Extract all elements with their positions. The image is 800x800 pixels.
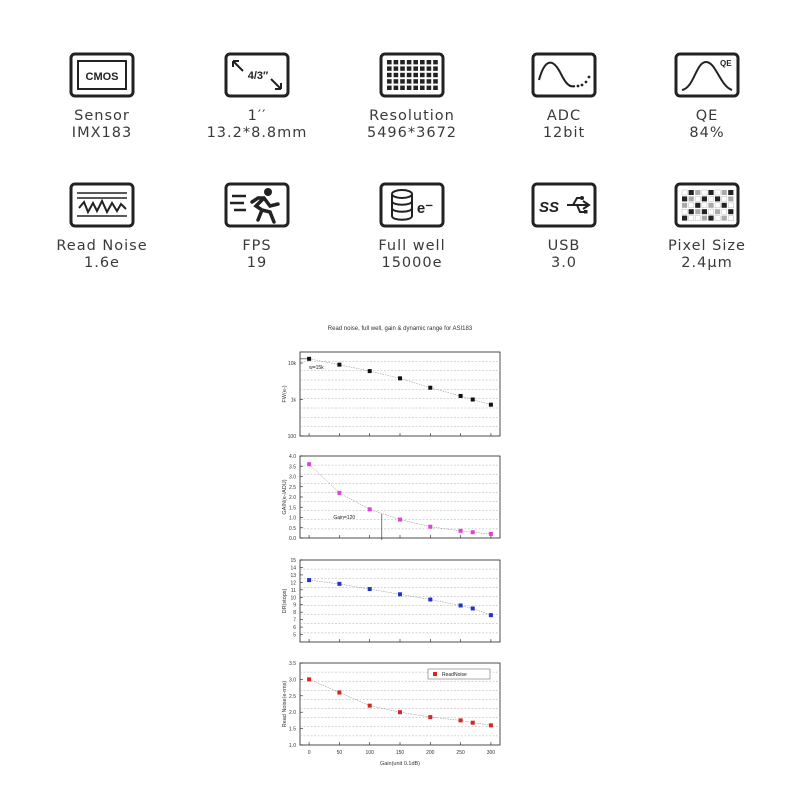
y-axis-label: Read Noise(e-rms) (282, 680, 288, 728)
y-tick-label: 3.5 (289, 661, 296, 667)
data-point (337, 691, 341, 695)
spec-label: USB (547, 238, 581, 254)
y-tick-label: 10 (290, 595, 296, 602)
y-tick-label: 10k (287, 360, 296, 367)
y-tick-label: 2.5 (289, 693, 296, 700)
data-point (307, 578, 311, 582)
panel-2 (282, 454, 500, 542)
spec-label: Resolution (369, 108, 455, 124)
spec-label: QE (695, 108, 719, 124)
spec-label: Pixel Size (668, 238, 746, 254)
data-point (489, 403, 493, 407)
svg-text:SS: SS (539, 199, 560, 216)
spec-value: 1.6e (84, 255, 120, 271)
data-point (337, 363, 341, 367)
y-tick-label: 13 (290, 572, 296, 579)
svg-text:QE: QE (720, 59, 732, 68)
y-tick-label: 9 (293, 602, 296, 609)
y-tick-label: 6 (293, 625, 296, 632)
data-point (459, 529, 463, 533)
data-point (337, 491, 341, 495)
x-tick-label: 100 (365, 750, 374, 756)
spec-value: 15000e (381, 255, 443, 271)
y-tick-label: 3.5 (289, 464, 296, 471)
x-tick-label: 50 (336, 750, 343, 756)
data-point (368, 507, 372, 511)
spec-label: FPS (242, 238, 272, 254)
y-tick-label: 1k (290, 397, 296, 404)
svg-text:CMOS: CMOS (85, 71, 119, 83)
y-axis-label: DR(stops) (282, 588, 288, 614)
svg-text:e⁻: e⁻ (416, 200, 434, 217)
y-tick-label: 2.0 (289, 495, 296, 501)
panel-3 (282, 558, 500, 642)
data-point (398, 376, 402, 380)
y-tick-label: 1.0 (289, 743, 296, 749)
y-tick-label: 1.5 (289, 726, 296, 733)
y-tick-label: 2.0 (289, 710, 296, 717)
data-point (368, 369, 372, 373)
y-tick-label: 1.5 (289, 505, 296, 512)
y-tick-label: 15 (290, 558, 296, 564)
data-point (489, 613, 493, 617)
spec-value: 2.4μm (681, 255, 733, 271)
y-tick-label: 5 (293, 632, 296, 639)
panel-frame (300, 352, 500, 436)
data-point (459, 394, 463, 398)
spec-label: Sensor (74, 108, 130, 124)
data-point (471, 721, 475, 725)
series-line (309, 359, 491, 405)
panel-4 (282, 661, 500, 749)
data-point (489, 723, 493, 727)
data-point (337, 582, 341, 586)
y-tick-label: 7 (293, 617, 296, 624)
data-point (398, 592, 402, 596)
chart-title: Read noise, full well, gain & dynamic range for ASI183 (327, 326, 473, 332)
spec-value: 5496*3672 (366, 125, 458, 141)
spec-value: 13.2*8.8mm (206, 125, 308, 141)
y-tick-label: 3.0 (289, 677, 296, 684)
y-tick-label: 2.5 (289, 484, 296, 491)
x-tick-label: 250 (456, 750, 465, 756)
y-axis-label: GAIN(e-/ADU) (282, 479, 288, 515)
spec-value: 12bit (542, 125, 586, 141)
data-point (368, 587, 372, 591)
y-tick-label: 0.5 (289, 525, 296, 532)
y-tick-label: 4.0 (289, 454, 296, 460)
data-point (398, 710, 402, 714)
panel-frame (300, 456, 500, 538)
data-point (459, 718, 463, 722)
y-tick-label: 12 (290, 580, 296, 587)
spec-value: 84% (689, 125, 725, 141)
data-point (428, 386, 432, 390)
y-tick-label: 100 (287, 434, 296, 440)
data-point (471, 397, 475, 401)
y-tick-label: 0.0 (289, 536, 296, 542)
data-point (471, 530, 475, 534)
x-tick-label: 200 (426, 750, 435, 756)
x-tick-label: 0 (307, 750, 311, 756)
data-point (307, 677, 311, 681)
legend-marker (433, 672, 437, 676)
y-tick-label: 3.0 (289, 474, 296, 481)
annotation-gain: Gain=120 (333, 515, 356, 521)
y-axis-label: FW(e-) (282, 385, 288, 403)
data-point (428, 715, 432, 719)
data-point (489, 532, 493, 536)
y-tick-label: 8 (293, 610, 296, 617)
x-tick-label: 300 (486, 750, 496, 756)
data-point (368, 704, 372, 708)
x-axis-label: Gain(unit 0.1dB) (379, 761, 421, 767)
panel-1 (282, 352, 500, 440)
svg-text:4/3′′: 4/3′′ (247, 70, 269, 82)
spec-label: 1′′ (247, 108, 267, 124)
panel-frame (300, 560, 500, 642)
data-point (398, 518, 402, 522)
spec-label: Read Noise (56, 238, 148, 254)
data-point (428, 525, 432, 529)
spec-label: Full well (378, 238, 446, 254)
y-tick-label: 1.0 (289, 515, 296, 522)
series-line (309, 679, 491, 725)
spec-value: 19 (246, 255, 268, 271)
series-line (309, 464, 491, 534)
y-tick-label: 14 (290, 565, 296, 572)
data-point (459, 603, 463, 607)
series-line (309, 580, 491, 615)
legend-label: ReadNoise (442, 672, 467, 678)
spec-value: IMX183 (71, 125, 133, 141)
data-point (471, 606, 475, 610)
x-tick-label: 150 (395, 750, 405, 756)
annotation-fullwell: w=15k (309, 364, 324, 371)
y-tick-label: 11 (290, 587, 296, 594)
spec-value: 3.0 (550, 255, 578, 271)
spec-label: ADC (546, 108, 582, 124)
data-point (428, 598, 432, 602)
data-point (307, 462, 311, 466)
